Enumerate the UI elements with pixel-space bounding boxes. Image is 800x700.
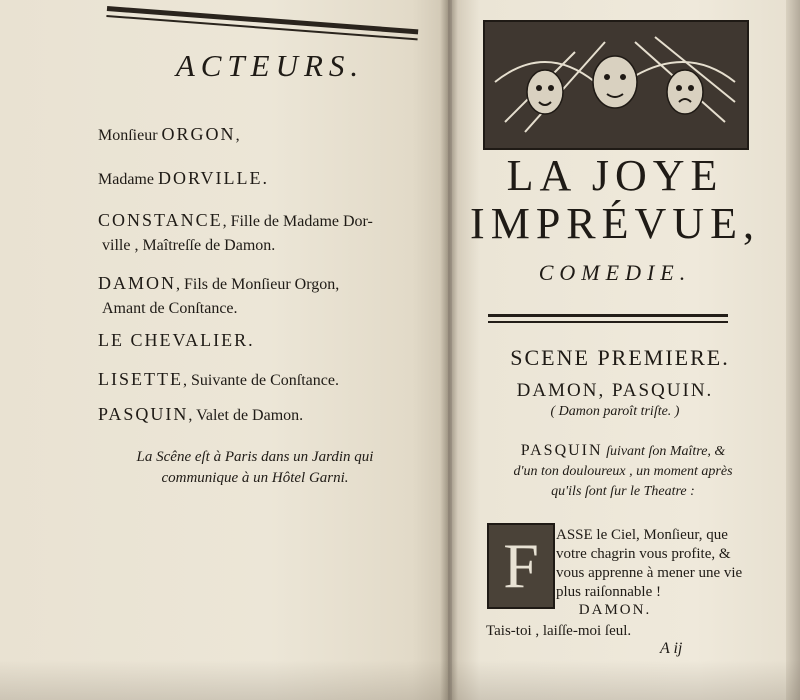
cast-desc: , Fils de Monſieur Orgon,: [176, 276, 340, 293]
page-shadow: [0, 660, 800, 700]
cast-name: LISETTE: [98, 369, 183, 389]
title-line: IMPRÉVUE,: [470, 199, 760, 248]
cast-heading: ACTEURS.: [175, 48, 365, 83]
cast-item: [98, 166, 428, 192]
cast-desc-continued: ville , Maîtreſſe de Damon.: [102, 237, 276, 254]
cast-name: CONSTANCE: [98, 210, 223, 230]
dialogue-reply: Tais-toi , laiſſe-moi ſeul.: [486, 623, 632, 639]
scene-heading: SCENE PREMIERE.: [510, 345, 730, 370]
drop-cap: [487, 523, 555, 609]
theatre-masks-illustration: [485, 22, 747, 148]
play-title: [470, 152, 760, 248]
action-direction: [488, 441, 758, 502]
cast-desc: , Valet de Damon.: [188, 407, 304, 424]
scene-setting-note: [110, 447, 400, 489]
cast-item: [98, 402, 428, 428]
dialogue-line: ASSE le Ciel, Monſieur, que: [556, 527, 728, 543]
cast-desc-continued: Amant de Conſtance.: [102, 300, 238, 317]
cast-item: [98, 208, 428, 258]
cast-prefix: Madame: [98, 171, 158, 188]
cast-prefix: Monſieur: [98, 127, 162, 144]
dialogue-line: plus raiſonnable !: [556, 584, 661, 600]
woodcut-vignette: [483, 20, 749, 150]
cast-name: LE CHEVALIER.: [98, 330, 255, 350]
dialogue-block: [556, 526, 766, 602]
cast-name: PASQUIN: [98, 404, 189, 424]
scene-characters: DAMON, PASQUIN.: [516, 380, 714, 401]
drop-cap-letter: F: [503, 530, 539, 601]
cast-item: [98, 122, 428, 148]
action-text: ſuivant ſon Maître, &: [602, 444, 726, 459]
dialogue-line: vous apprenne à mener une vie: [556, 565, 743, 581]
play-genre: COMEDIE.: [538, 260, 692, 285]
cast-name: DORVILLE.: [157, 168, 270, 188]
page-edge: [786, 0, 800, 700]
cast-desc: , Fille de Madame Dor-: [222, 213, 373, 230]
stage-direction: ( Damon paroît triſte. ): [550, 404, 680, 419]
scene-note-line: La Scêne eſt à Paris dans un Jardin qui: [136, 449, 374, 465]
scene-note-line: communique à un Hôtel Garni.: [161, 470, 349, 486]
dialogue-line: votre chagrin vous profite, &: [556, 546, 731, 562]
cast-item: [98, 367, 428, 393]
action-character-name: PASQUIN: [520, 442, 603, 459]
cast-desc: , Suivante de Conſtance.: [182, 372, 339, 389]
double-rule-divider: [488, 314, 728, 326]
printer-signature-mark: A ij: [660, 640, 683, 657]
action-text: d'un ton douloureux , un moment après: [513, 464, 733, 479]
speaker-name: DAMON.: [578, 602, 652, 618]
title-line: LA JOYE: [506, 151, 724, 200]
cast-item: [98, 328, 428, 353]
book-gutter: [440, 0, 458, 700]
cast-item: [98, 271, 428, 321]
cast-desc: ,: [235, 127, 240, 144]
cast-name: DAMON: [98, 273, 177, 293]
action-text: qu'ils ſont ſur le Theatre :: [551, 484, 695, 499]
cast-name: ORGON: [161, 124, 236, 144]
